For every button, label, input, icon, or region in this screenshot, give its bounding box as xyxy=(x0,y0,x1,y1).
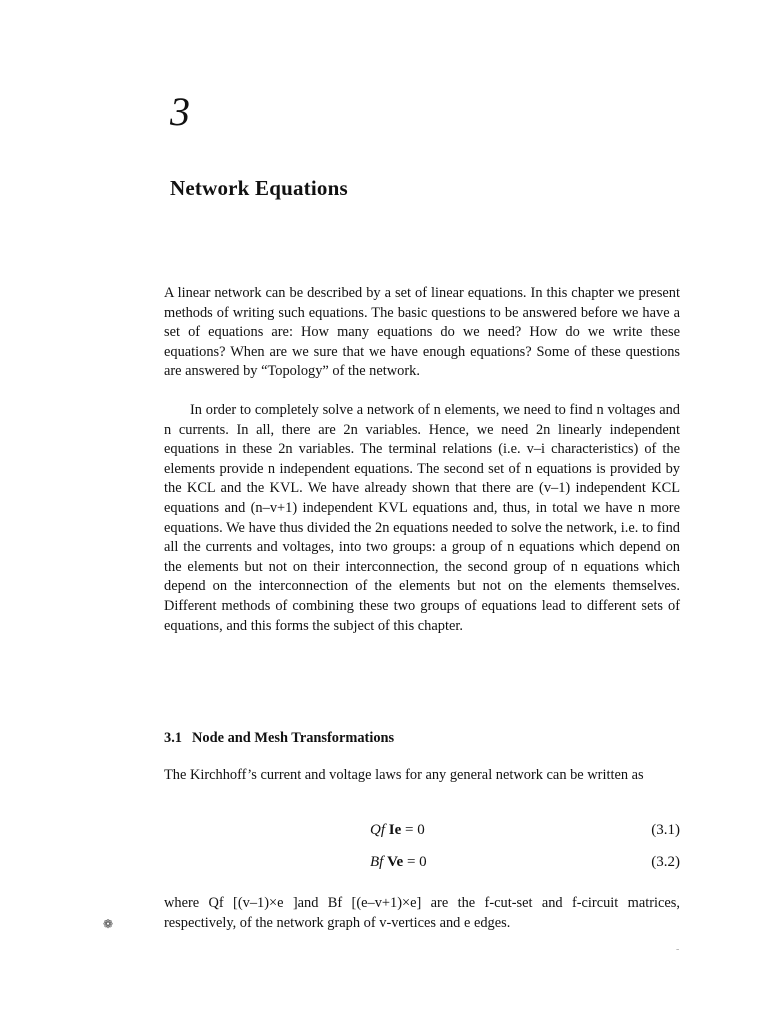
section-title: Node and Mesh Transformations xyxy=(192,730,395,746)
equation-vector: Ie xyxy=(388,822,402,838)
equation-3-1 xyxy=(164,822,680,844)
section-intro-paragraph: The Kirchhoff’s current and voltage laws for any general network can be written as xyxy=(164,767,644,783)
second-paragraph: In order to completely solve a network of n elements, we need to find n voltages and n currents. In all, there are 2n variables. Hence, we need 2n linearly independent equations in these 2n variables. The terminal relations (i.e. v–i characteristics) of the elements provide n independent equations. The second set of n equations is provided by the KCL and the KVL. We have already shown that there are (v–1) independent KCL equations and (n–v+1) independent KVL equations and, thus, in total we have n more equations. We have thus divided the 2n equations needed to solve the network, i.e. to find all the currents and voltages, into two groups: a group of n equations which depend on the elements but not on their interconnection, the second group of n equations which depend on the interconnection of the elements but not on the elements themselves. Different methods of combining these two groups of equations lead to different sets of equations, and this forms the subject of this chapter. xyxy=(164,402,680,634)
section-number: 3.1 xyxy=(164,730,182,746)
equation-3-2 xyxy=(164,854,680,876)
closing-paragraph: where Qf [(v–1)×e ]and Bf [(e–v+1)×e] are the f-cut-set and f-circuit matrices, respectively, of the network graph of v-vertices and e edges. xyxy=(164,895,680,931)
margin-mark: ❁ xyxy=(103,917,114,931)
equation-rhs: = 0 xyxy=(405,822,425,838)
equation-body xyxy=(370,822,425,839)
equation-rhs: = 0 xyxy=(406,854,427,870)
equation-lhs: Qf xyxy=(370,822,385,838)
equation-body xyxy=(370,854,427,871)
equation-number: (3.2) xyxy=(651,854,680,870)
equation-number: (3.1) xyxy=(651,822,680,838)
section-heading xyxy=(164,730,394,747)
chapter-number: 3 xyxy=(170,89,190,134)
chapter-title: Network Equations xyxy=(170,176,348,200)
equation-vector: Ve xyxy=(387,854,404,870)
equation-lhs: Bf xyxy=(370,854,384,870)
intro-paragraph: A linear network can be described by a set of linear equations. In this chapter we present methods of writing such equations. The basic questions to be answered before we have a set of equations are: How many equations do we need? How do we write these equations? When are we sure that we have enough equations? Some of these questions are answered by “Topology” of the network. xyxy=(164,285,680,380)
corner-mark: - xyxy=(676,944,680,955)
